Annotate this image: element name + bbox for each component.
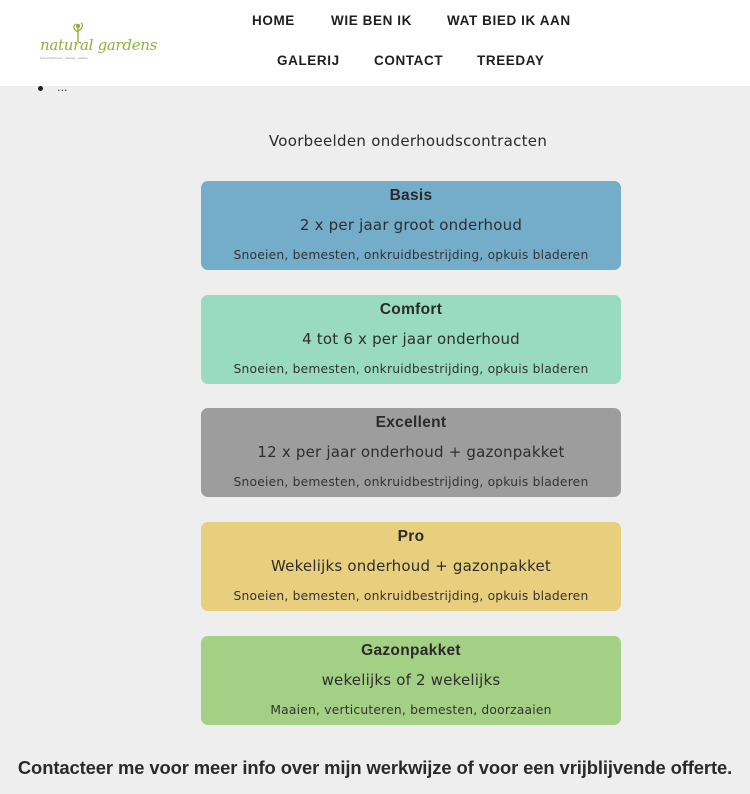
card-name: Pro [397, 528, 425, 545]
card-name: Gazonpakket [361, 642, 461, 659]
nav-wie-ben-ik[interactable]: WIE BEN IK [331, 13, 413, 28]
contract-card-excellent [201, 408, 621, 497]
card-description: Maaien, verticuteren, bemesten, doorzaaien [270, 703, 552, 717]
nav-wat-bied-ik-aan[interactable]: WAT BIED IK AAN [447, 13, 571, 28]
logo-text: natural gardens [40, 36, 158, 54]
contract-card-pro [201, 522, 621, 611]
contract-card-gazonpakket [201, 636, 621, 725]
logo-tagline: tuinonderhoud · aanleg · advies [40, 56, 88, 60]
list-bullet [38, 86, 43, 91]
card-description: Snoeien, bemesten, onkruidbestrijding, opkuis bladeren [233, 248, 589, 262]
nav-galerij[interactable]: GALERIJ [277, 53, 340, 68]
card-frequency: 4 tot 6 x per jaar onderhoud [302, 330, 520, 348]
section-title: Voorbeelden onderhoudscontracten [268, 132, 548, 150]
contract-card-basis [201, 181, 621, 270]
card-name: Excellent [375, 414, 447, 431]
nav-treeday[interactable]: TREEDAY [477, 53, 545, 68]
card-frequency: Wekelijks onderhoud + gazonpakket [270, 557, 552, 575]
card-description: Snoeien, bemesten, onkruidbestrijding, opkuis bladeren [233, 589, 589, 603]
site-logo[interactable] [36, 22, 158, 62]
card-frequency: 12 x per jaar onderhoud + gazonpakket [257, 443, 565, 461]
nav-contact[interactable]: CONTACT [374, 53, 444, 68]
contact-call-to-action: Contacteer me voor meer info over mijn werkwijze of voor een vrijblijvende offerte. [17, 757, 733, 778]
site-header [0, 0, 750, 86]
card-description: Snoeien, bemesten, onkruidbestrijding, opkuis bladeren [233, 475, 589, 489]
list-ellipsis: ... [57, 81, 68, 94]
card-name: Basis [389, 187, 433, 204]
nav-home[interactable]: HOME [252, 13, 295, 28]
card-name: Comfort [379, 301, 443, 318]
contract-card-comfort [201, 295, 621, 384]
card-frequency: wekelijks of 2 wekelijks [321, 671, 501, 689]
card-frequency: 2 x per jaar groot onderhoud [299, 216, 523, 234]
card-description: Snoeien, bemesten, onkruidbestrijding, opkuis bladeren [233, 362, 589, 376]
